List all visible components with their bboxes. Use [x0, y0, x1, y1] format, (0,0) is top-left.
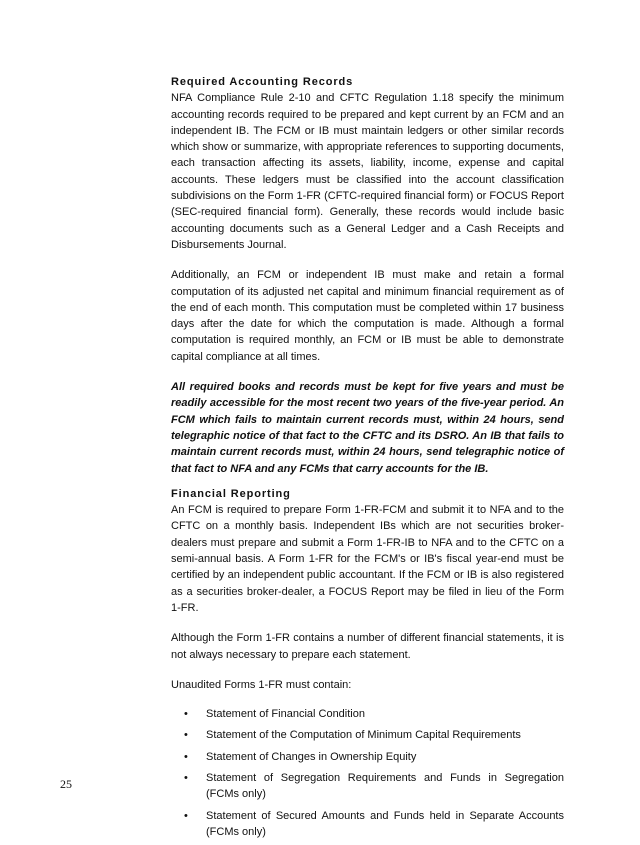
bullet-icon: •: [184, 750, 188, 763]
list-item-text: Statement of Financial Condition: [206, 708, 365, 721]
list-item: [171, 727, 564, 743]
bullet-icon: •: [184, 729, 188, 742]
paragraph-accounting-records: NFA Compliance Rule 2-10 and CFTC Regulation 1.18 specify the minimum accounting records required to be prepared and kept current by an FCM and an independent IB. The FCM or IB must maintain ledgers or other similar records which show or summarize, with appropriate references to supporting documents, each transaction affecting its assets, liability, income, expense and capital accounts. These ledgers must be classified into the account classification subdivisions on the Form 1-FR (CFTC-required financial form) or FOCUS Report (SEC-required financial form). Generally, these records would include basic accounting documents such as a General Ledger and a Cash Receipts and Disbursements Journal.: [171, 92, 564, 251]
paragraph-record-retention-notice: All required books and records must be kept for five years and must be readily accessible for the most recent two years of the five-year period. An FCM which fails to maintain current records must, within 24 hours, send telegraphic notice of that fact to the CFTC and its DSRO. An IB that fails to maintain current records must, within 24 hours, send telegraphic notice of that fact to NFA and any FCMs that carry accounts for the IB.: [171, 381, 564, 475]
section-heading-reporting: Financial Reporting: [171, 487, 291, 500]
list-item-text: Statement of Changes in Ownership Equity: [206, 750, 417, 763]
list-item: [171, 808, 564, 841]
bullet-icon: •: [184, 809, 188, 822]
list-item-text: Statement of the Computation of Minimum Capital Requirements: [206, 729, 521, 742]
list-item: [171, 749, 564, 765]
document-body: [171, 74, 564, 845]
page-number: 25: [60, 777, 72, 791]
paragraph-net-capital-computation: Additionally, an FCM or independent IB must make and retain a formal computation of its adjusted net capital and minimum financial requirement as of the end of each month. This computation must be completed within 17 business days after the date for which the computation is made. Although a formal computation is required monthly, an FCM or IB must be able to demonstrate capital compliance at all times.: [171, 269, 564, 363]
list-item: [171, 770, 564, 803]
list-item-text: Statement of Segregation Requirements and Funds in Segregation (FCMs only): [206, 771, 564, 801]
list-item: [171, 706, 564, 722]
required-statements-list: [171, 706, 564, 840]
bullet-icon: •: [184, 771, 188, 784]
bullet-icon: •: [184, 708, 188, 721]
section-heading-accounting: Required Accounting Records: [171, 76, 354, 88]
paragraph-financial-statements: Although the Form 1-FR contains a number of different financial statements, it is not always necessary to prepare each statement.: [171, 632, 564, 661]
paragraph-unaudited-forms: Unaudited Forms 1-FR must contain:: [171, 678, 352, 691]
paragraph-form-1fr-filing: An FCM is required to prepare Form 1-FR-FCM and submit it to NFA and to the CFTC on a monthly basis. Independent IBs which are not securities broker-dealers must prepare and submit a Form 1-FR-IB to NFA and to the CFTC on a semi-annual basis. A Form 1-FR for the FCM's or IB's fiscal year-end must be certified by an independent public accountant. If the FCM or IB is also registered as a securities broker-dealer, a FOCUS Report may be filed in lieu of the Form 1-FR.: [171, 504, 564, 614]
list-item-text: Statement of Secured Amounts and Funds held in Separate Accounts (FCMs only): [206, 809, 564, 838]
